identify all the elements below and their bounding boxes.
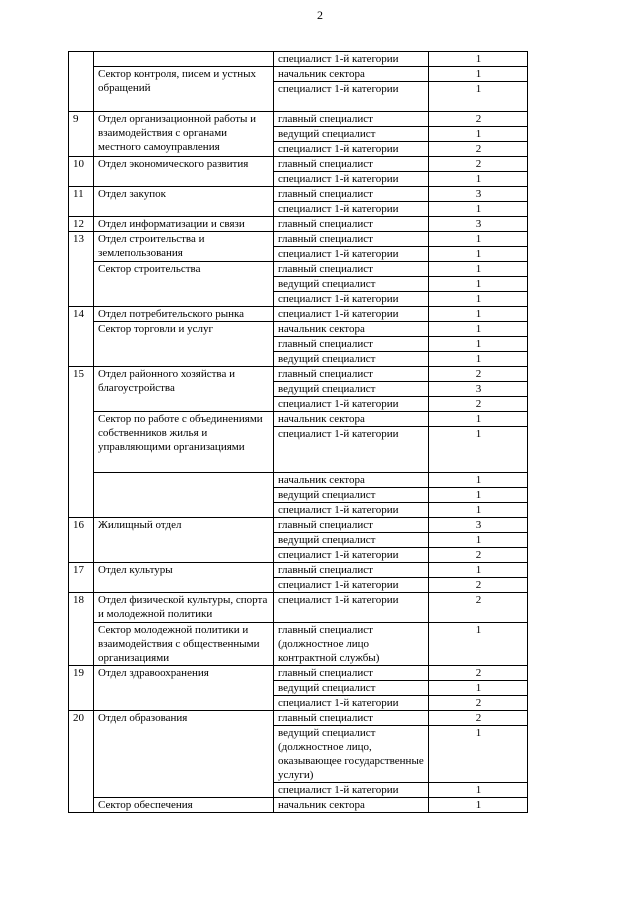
table-row: [69, 67, 528, 82]
position-cell: ведущий специалист: [274, 127, 429, 142]
position-cell: главный специалист: [274, 232, 429, 247]
staffing-table-body: [69, 52, 528, 813]
table-row: [69, 518, 528, 533]
count-cell: 1: [429, 247, 528, 262]
table-row: [69, 187, 528, 202]
count-cell: 1: [429, 503, 528, 518]
position-cell: главный специалист: [274, 518, 429, 533]
department-cell: [94, 52, 274, 67]
position-cell: специалист 1-й категории: [274, 292, 429, 307]
row-number-cell: 15: [69, 367, 94, 518]
count-cell: 1: [429, 232, 528, 247]
row-number-cell: 16: [69, 518, 94, 563]
position-cell: специалист 1-й категории: [274, 397, 429, 412]
count-cell: 1: [429, 783, 528, 798]
position-cell: специалист 1-й категории: [274, 696, 429, 711]
count-cell: 1: [429, 307, 528, 322]
department-cell: Отдел экономического развития: [94, 157, 274, 187]
position-cell: начальник сектора: [274, 67, 429, 82]
department-cell: Жилищный отдел: [94, 518, 274, 563]
department-cell: Отдел районного хозяйства и благоустройства: [94, 367, 274, 412]
count-cell: 1: [429, 277, 528, 292]
department-cell: Отдел физической культуры, спорта и молодежной политики: [94, 593, 274, 623]
count-cell: 3: [429, 187, 528, 202]
position-cell: ведущий специалист: [274, 681, 429, 696]
table-row: [69, 52, 528, 67]
position-cell: специалист 1-й категории: [274, 82, 429, 112]
department-cell: Сектор строительства: [94, 262, 274, 307]
count-cell: 2: [429, 593, 528, 623]
row-number-cell: 14: [69, 307, 94, 367]
department-cell: Отдел закупок: [94, 187, 274, 217]
count-cell: 3: [429, 518, 528, 533]
count-cell: 2: [429, 666, 528, 681]
table-row: [69, 412, 528, 427]
position-cell: главный специалист: [274, 217, 429, 232]
department-cell: Сектор по работе с объединениями собственников жилья и управляющими организациями: [94, 412, 274, 473]
count-cell: 1: [429, 427, 528, 473]
table-row: [69, 473, 528, 488]
page-number: 2: [317, 8, 323, 22]
count-cell: 1: [429, 681, 528, 696]
position-cell: главный специалист: [274, 337, 429, 352]
table-row: [69, 112, 528, 127]
count-cell: 1: [429, 473, 528, 488]
position-cell: главный специалист: [274, 563, 429, 578]
position-cell: главный специалист: [274, 666, 429, 681]
row-number-cell: 20: [69, 711, 94, 813]
position-cell: специалист 1-й категории: [274, 142, 429, 157]
count-cell: 1: [429, 262, 528, 277]
table-row: [69, 322, 528, 337]
table-row: [69, 593, 528, 623]
count-cell: 2: [429, 696, 528, 711]
position-cell: главный специалист: [274, 112, 429, 127]
row-number-cell: 9: [69, 112, 94, 157]
count-cell: 2: [429, 112, 528, 127]
row-number-cell: 12: [69, 217, 94, 232]
count-cell: 2: [429, 397, 528, 412]
position-cell: начальник сектора: [274, 412, 429, 427]
count-cell: 1: [429, 82, 528, 112]
count-cell: 1: [429, 726, 528, 783]
table-row: [69, 563, 528, 578]
count-cell: 1: [429, 533, 528, 548]
staffing-table: [68, 51, 528, 813]
table-row: [69, 623, 528, 666]
count-cell: 1: [429, 563, 528, 578]
department-cell: Отдел информатизации и связи: [94, 217, 274, 232]
department-cell: Отдел строительства и землепользования: [94, 232, 274, 262]
position-cell: ведущий специалист: [274, 488, 429, 503]
row-number-cell: 13: [69, 232, 94, 307]
table-row: [69, 157, 528, 172]
position-cell: главный специалист: [274, 711, 429, 726]
count-cell: 1: [429, 67, 528, 82]
position-cell: главный специалист (должностное лицо контрактной службы): [274, 623, 429, 666]
position-cell: главный специалист: [274, 157, 429, 172]
count-cell: 1: [429, 322, 528, 337]
count-cell: 3: [429, 217, 528, 232]
count-cell: 1: [429, 337, 528, 352]
position-cell: специалист 1-й категории: [274, 548, 429, 563]
position-cell: начальник сектора: [274, 473, 429, 488]
department-cell: Сектор контроля, писем и устных обращений: [94, 67, 274, 112]
count-cell: 1: [429, 52, 528, 67]
count-cell: 2: [429, 142, 528, 157]
table-row: [69, 217, 528, 232]
department-cell: Сектор обеспечения: [94, 798, 274, 813]
count-cell: 2: [429, 711, 528, 726]
position-cell: специалист 1-й категории: [274, 578, 429, 593]
position-cell: специалист 1-й категории: [274, 783, 429, 798]
count-cell: 1: [429, 412, 528, 427]
position-cell: специалист 1-й категории: [274, 52, 429, 67]
position-cell: специалист 1-й категории: [274, 427, 429, 473]
count-cell: 1: [429, 127, 528, 142]
position-cell: главный специалист: [274, 187, 429, 202]
position-cell: ведущий специалист (должностное лицо, оказывающее государственные услуги): [274, 726, 429, 783]
department-cell: Сектор торговли и услуг: [94, 322, 274, 367]
count-cell: 2: [429, 367, 528, 382]
count-cell: 1: [429, 172, 528, 187]
position-cell: начальник сектора: [274, 322, 429, 337]
row-number-cell: 18: [69, 593, 94, 666]
position-cell: специалист 1-й категории: [274, 202, 429, 217]
count-cell: 1: [429, 352, 528, 367]
count-cell: 2: [429, 157, 528, 172]
position-cell: ведущий специалист: [274, 382, 429, 397]
count-cell: 1: [429, 202, 528, 217]
department-cell: Отдел потребительского рынка: [94, 307, 274, 322]
table-row: [69, 307, 528, 322]
count-cell: 1: [429, 488, 528, 503]
department-cell: [94, 473, 274, 518]
count-cell: 2: [429, 578, 528, 593]
count-cell: 1: [429, 798, 528, 813]
position-cell: специалист 1-й категории: [274, 172, 429, 187]
position-cell: главный специалист: [274, 262, 429, 277]
table-row: [69, 666, 528, 681]
position-cell: начальник сектора: [274, 798, 429, 813]
position-cell: специалист 1-й категории: [274, 593, 429, 623]
position-cell: ведущий специалист: [274, 277, 429, 292]
row-number-cell: 17: [69, 563, 94, 593]
position-cell: главный специалист: [274, 367, 429, 382]
department-cell: Отдел организационной работы и взаимодействия с органами местного самоуправления: [94, 112, 274, 157]
count-cell: 1: [429, 623, 528, 666]
table-row: [69, 367, 528, 382]
row-number-cell: 11: [69, 187, 94, 217]
table-row: [69, 711, 528, 726]
position-cell: специалист 1-й категории: [274, 247, 429, 262]
table-row: [69, 262, 528, 277]
department-cell: Сектор молодежной политики и взаимодействия с общественными организациями: [94, 623, 274, 666]
department-cell: Отдел образования: [94, 711, 274, 798]
position-cell: специалист 1-й категории: [274, 307, 429, 322]
count-cell: 3: [429, 382, 528, 397]
position-cell: ведущий специалист: [274, 352, 429, 367]
department-cell: Отдел культуры: [94, 563, 274, 593]
row-number-cell: 19: [69, 666, 94, 711]
department-cell: Отдел здравоохранения: [94, 666, 274, 711]
position-cell: ведущий специалист: [274, 533, 429, 548]
table-row: [69, 798, 528, 813]
position-cell: специалист 1-й категории: [274, 503, 429, 518]
table-row: [69, 232, 528, 247]
row-number-cell: [69, 52, 94, 112]
row-number-cell: 10: [69, 157, 94, 187]
count-cell: 1: [429, 292, 528, 307]
count-cell: 2: [429, 548, 528, 563]
